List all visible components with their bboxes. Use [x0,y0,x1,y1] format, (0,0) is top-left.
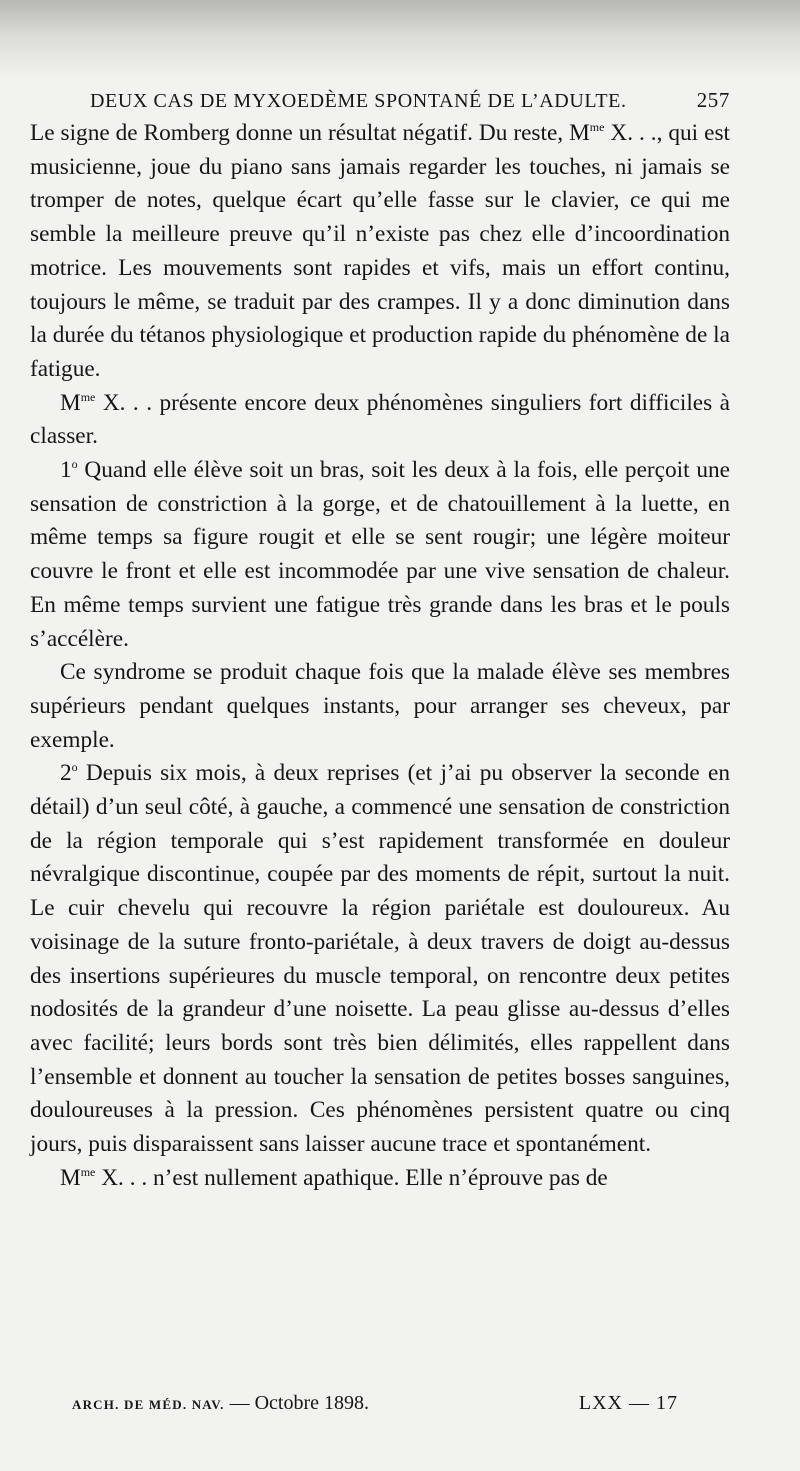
journal-citation [72,1392,369,1415]
running-header [90,88,730,113]
paragraph [30,387,730,454]
superscript: me [589,120,605,135]
running-title: DEUX CAS DE MYXOEDÈME SPONTANÉ DE L’ADULTE. [90,90,627,112]
text-run: X. . ., qui est musicienne, joue du piano sans jamais regarder les touches, ni jamais se tromper de notes, quelque écart qu’elle fasse sur le clavier, ce qui me semble la meilleure preuve qu’il n’existe pas chez elle d’incoordination motrice. Les mouvements sont rapides et vifs, mais un effort continu, toujours le même, se traduit par des crampes. Il y a donc diminution dans la durée du tétanos physiologique et production rapide du phénomène de la fatigue. [30,120,730,382]
text-run: 2 [60,760,72,787]
superscript: o [71,457,78,472]
paragraph [30,656,730,757]
text-run: Ce syndrome se produit chaque fois que la malade élève ses membres supérieurs pendant quelques instants, pour arranger ses cheveux, par exemple. [30,659,730,753]
paragraph [30,117,730,387]
journal-name: ARCH. DE MÉD. NAV. [72,1397,225,1412]
text-run: M [60,389,81,416]
text-run: 1 [60,457,72,484]
issue-date: — Octobre 1898. [229,1392,369,1414]
paragraph [30,1162,730,1196]
book-page [30,88,730,1196]
page-number: 257 [696,88,730,112]
text-run: Quand elle élève soit un bras, soit les deux à la fois, elle perçoit une sensation de constriction à la gorge, et de chatouillement à la luette, en même temps sa figure rougit et elle se sent rougir; une légère moiteur couvre le front et elle est incommodée par une vive sensation de chaleur. En même temps survient une fatigue très grande dans les bras et le pouls s’accélère. [30,457,730,652]
superscript: me [80,1165,96,1180]
text-run: Le signe de Romberg donne un résultat négatif. Du reste, M [30,120,590,146]
superscript: me [80,389,96,404]
text-run: Depuis six mois, à deux reprises (et j’ai pu observer la seconde en détail) d’un seul côté, à gauche, a commencé une sensation de constriction de la région temporale qui s’est rapidement transformée en douleur névralgique discontinue, coupée par des moments de répit, surtout la nuit. Le cuir chevelu qui recouvre la région pariétale est douloureux. Au voisinage de la suture fronto-pariétale, à deux travers de doigt au-dessus des insertions supérieures du muscle temporal, on rencontre deux petites nodosités de la grandeur d’une noisette. La peau glisse au-dessus d’elles avec facilité; leurs bords sont très bien délimités, elles rappellent dans l’ensemble et donnent au toucher la sensation de petites bosses sanguines, douloureuses à la pression. Ces phénomènes persistent quatre ou cinq jours, puis disparaissent sans laisser aucune trace et spontanément. [30,760,730,1158]
page-footer [72,1392,682,1415]
scan-shading [0,0,800,80]
text-run: M [60,1164,81,1191]
superscript: o [71,760,78,775]
signature-mark: LXX — 17 [578,1392,678,1414]
body-text [30,117,730,1196]
text-run: X. . . présente encore deux phénomènes singuliers fort difficiles à classer. [30,389,730,450]
paragraph [30,454,730,656]
paragraph [30,757,730,1161]
text-run: X. . . n’est nullement apathique. Elle n’éprouve pas de [95,1164,608,1191]
